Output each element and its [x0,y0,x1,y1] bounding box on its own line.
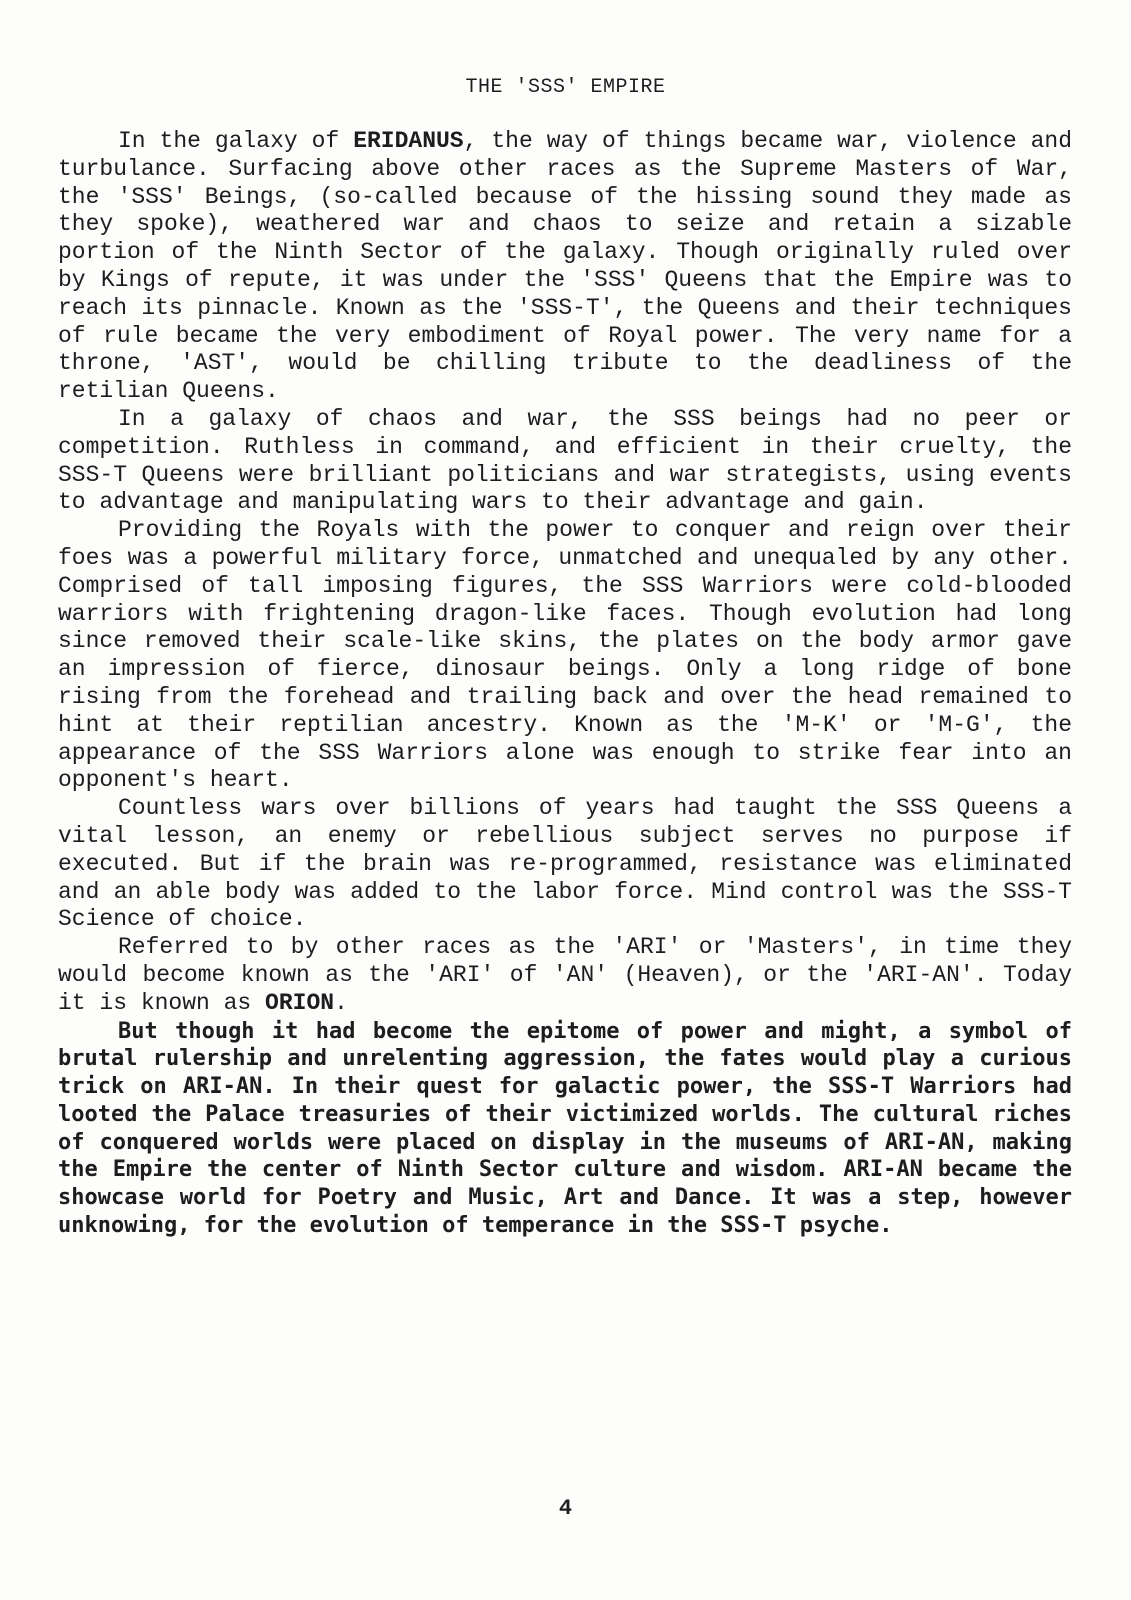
orion-term: ORION [265,989,335,1016]
paragraph-mind-control: Countless wars over billions of years had taught the SSS Queens a vital lesson, an enemy or rebellious subject serves no purpose if executed. But if the brain was re-programmed, resistance was eliminated and an able body was added to the labor force. Mind control was the SSS-T Science of choice. [58,795,1072,933]
paragraph-chaos-and-war: In a galaxy of chaos and war, the SSS beings had no peer or competition. Ruthless in command, and efficient in their cruelty, the SSS-T Queens were brilliant politicians and war strategists, using events to advantage and manipulating wars to their advantage and gain. [58,405,1072,516]
page-number: 4 [558,1496,573,1521]
paragraph-text: In the galaxy of [118,128,354,154]
paragraph-eridanus [58,128,1072,406]
paragraph-sss-warriors: Providing the Royals with the power to conquer and reign over their foes was a powerful military force, unmatched and unequaled by any other. Comprised of tall imposing figures, the SSS Warriors were cold-blooded warriors with frightening dragon-like faces. Though evolution had long since removed their scale-like skins, the plates on the body armor gave an impression of fierce, dinosaur beings. Only a long ridge of bone rising from the forehead and trailing back and over the head remained to hint at their reptilian ancestry. Known as the 'M-K' or 'M-G', the appearance of the SSS Warriors alone was enough to strike fear into an opponent's heart. [58,517,1072,794]
page-title: THE 'SSS' EMPIRE [465,76,666,99]
document-body [58,128,1072,1240]
paragraph-text: Referred to by other races as the 'ARI' or 'Masters', in time they would become known as the 'ARI' of 'AN' (Heaven), or the 'ARI-AN'. Today it is known as [58,934,1072,1016]
paragraph-text: , the way of things became war, violence and turbulance. Surfacing above other races as the Supreme Masters of War, the 'SSS' Beings, (so-called because of the hissing sound they made as they spoke), weathered war and chaos to seize and retain a sizable portion of the Ninth Sector of the galaxy. Though originally ruled over by Kings of repute, it was under the 'SSS' Queens that the Empire was to reach its pinnacle. Known as the 'SSS-T', the Queens and their techniques of rule became the very embodiment of Royal power. The very name for a throne, 'AST', would be chilling tribute to the deadliness of the retilian Queens. [58,128,1072,405]
paragraph-text: . [334,989,348,1016]
paragraph-culture: But though it had become the epitome of power and might, a symbol of brutal rulership and unrelenting aggression, the fates would play a curious trick on ARI-AN. In their quest for galactic power, the SSS-T Warriors had looted the Palace treasuries of their victimized worlds. The cultural riches of conquered worlds were placed on display in the museums of ARI-AN, making the Empire the center of Ninth Sector culture and wisdom. ARI-AN became the showcase world for Poetry and Music, Art and Dance. It was a step, however unknowing, for the evolution of temperance in the SSS-T psyche. [58,1018,1072,1239]
paragraph-ari-an [58,934,1072,1017]
eridanus-term: ERIDANUS [353,128,464,154]
